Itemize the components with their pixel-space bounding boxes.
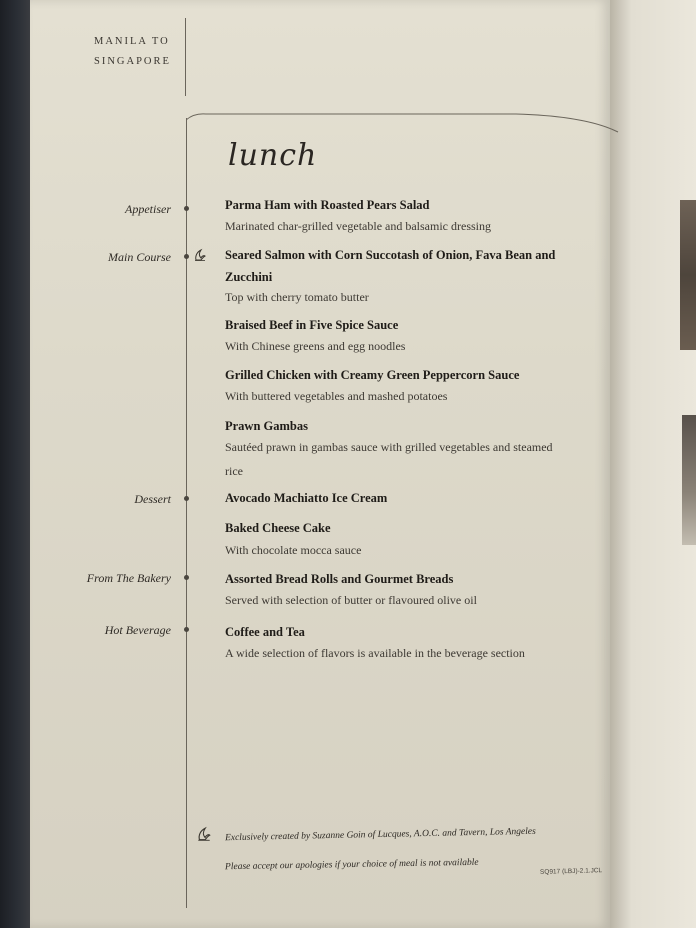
dish-name: Baked Cheese Cake: [225, 521, 331, 535]
course-marker: [184, 206, 189, 211]
route-origin: MANILA TO: [94, 36, 170, 47]
facing-page-photo: [680, 200, 696, 350]
route-destination: SINGAPORE: [94, 56, 171, 67]
dish-name: Coffee and Tea: [225, 625, 305, 639]
header-curve: [186, 110, 626, 140]
dish-description: A wide selection of flavors is available in the beverage section: [225, 646, 525, 660]
dish-name: Braised Beef in Five Spice Sauce: [225, 318, 399, 332]
timeline-line: [186, 118, 187, 908]
course-label-beverage: Hot Beverage: [104, 623, 171, 637]
course-marker: [184, 575, 189, 580]
divider-line: [185, 18, 186, 96]
dish-name: Avocado Machiatto Ice Cream: [225, 491, 388, 505]
dish-name: Seared Salmon with Corn Succotash of Onion, Fava Bean and: [225, 248, 556, 262]
course-label-main: Main Course: [108, 250, 171, 264]
apology-note: Please accept our apologies if your choice of meal is not available: [224, 857, 479, 873]
dish-description: Marinated char-grilled vegetable and balsamic dressing: [225, 219, 491, 233]
facing-page-photo: [682, 415, 696, 545]
course-label-appetiser: Appetiser: [125, 202, 171, 216]
dish-description: With chocolate mocca sauce: [225, 543, 362, 557]
route-header: [94, 32, 204, 72]
course-label-dessert: Dessert: [134, 492, 171, 506]
dish-description: Served with selection of butter or flavoured olive oil: [225, 593, 477, 607]
binder-edge: [0, 0, 30, 928]
dish-name: Parma Ham with Roasted Pears Salad: [225, 198, 430, 212]
course-marker: [184, 496, 189, 501]
dish-description: Sautéed prawn in gambas sauce with grilled vegetables and steamed: [225, 440, 553, 454]
dish-name: Grilled Chicken with Creamy Green Peppercorn Sauce: [225, 368, 520, 382]
dish-description: With buttered vegetables and mashed potatoes: [225, 389, 448, 403]
dish-name-continued: Zucchini: [225, 270, 273, 284]
chef-credit: Exclusively created by Suzanne Goin of Lucques, A.O.C. and Tavern, Los Angeles: [224, 826, 536, 844]
dish-description: With Chinese greens and egg noodles: [225, 339, 406, 353]
course-label-bakery: From The Bakery: [86, 571, 171, 585]
bird-icon: [193, 248, 207, 262]
course-marker: [184, 254, 189, 259]
dish-name: Assorted Bread Rolls and Gourmet Breads: [225, 572, 454, 586]
meal-title: lunch: [228, 138, 318, 173]
menu-code: SQ917 (LBJ)-2.1.JCL: [539, 867, 603, 876]
dish-description-continued: rice: [225, 464, 243, 478]
dish-name: Prawn Gambas: [225, 419, 308, 433]
bird-icon: [196, 826, 212, 842]
dish-description: Top with cherry tomato butter: [225, 290, 369, 304]
course-marker: [184, 627, 189, 632]
